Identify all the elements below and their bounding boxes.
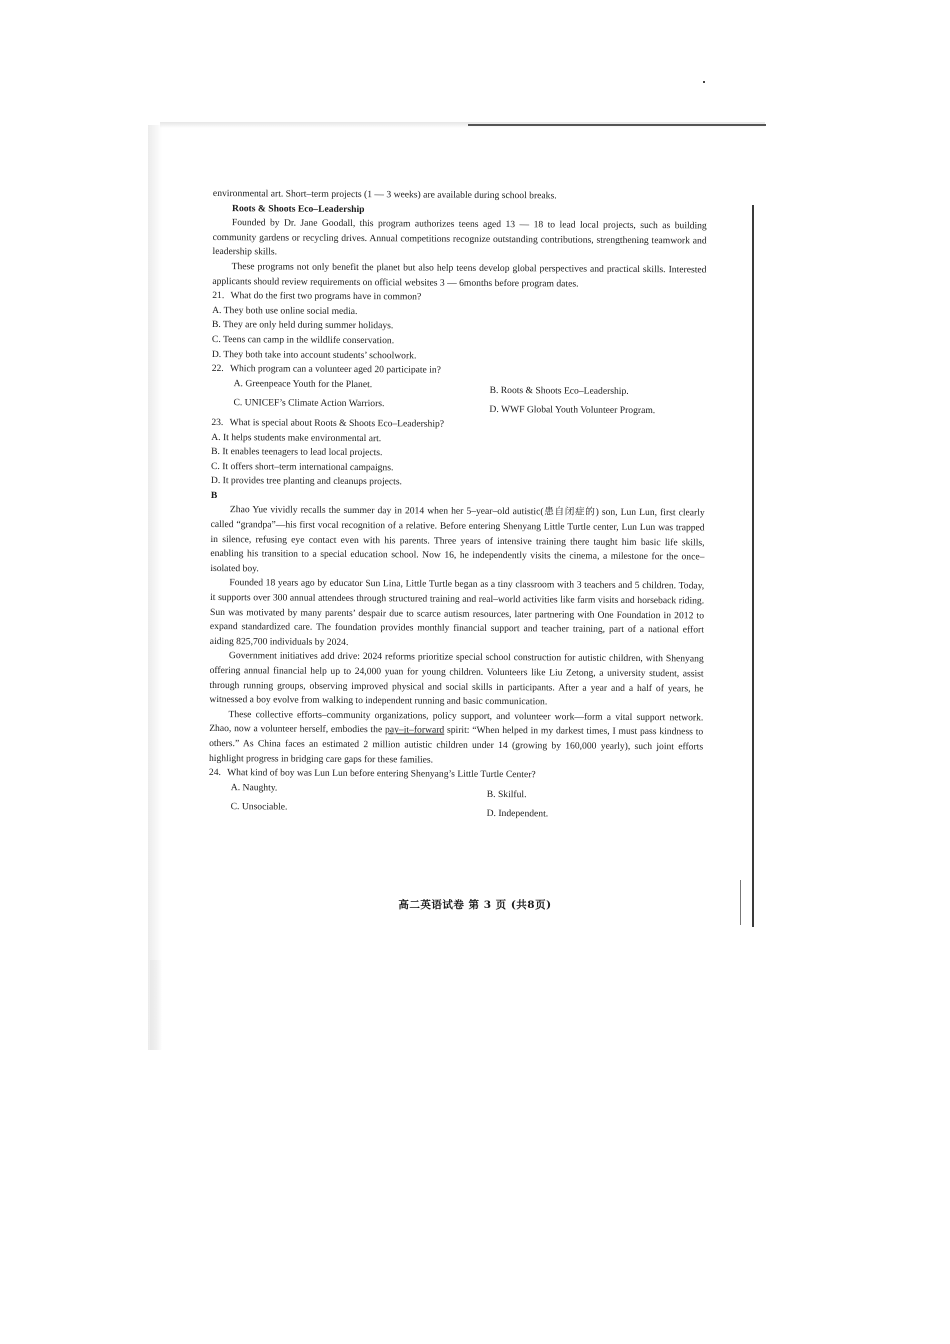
right-margin-line [752, 205, 754, 927]
passage-b-paragraph-2: Founded 18 years ago by educator Sun Lina, Little Turtle began as a tiny classroom with 3 teachers and 5 children. Today, it supports over 300 annual attendees through structured training and real–world activities like farm visits and horseback riding. Sun was motivated by many parents’ despair due to scarce autism resources, later partnering with One Foundation in 2012 to expand standardized care. The foundation provides monthly financial support and teacher training, part of a national effort aiding 825,700 individuals by 2024. [209, 577, 705, 648]
question-22 [211, 362, 705, 419]
closing-paragraph: These programs not only benefit the planet but also help teens develop global perspectives and practical skills. Interested applicants should review requirements on official websites 3 — 6months before program dates. [212, 261, 707, 290]
question-text: What kind of boy was Lun Lun before entering Shenyang’s Little Turtle Center? [227, 767, 536, 781]
question-23 [211, 416, 705, 492]
option-b: B. Roots & Shoots Eco–Leadership. [489, 384, 629, 397]
option-b: B. It enables teenagers to lead local projects. [211, 446, 383, 459]
option-d: D. It provides tree planting and cleanups projects. [210, 475, 403, 488]
option-c: C. Unsociable. [230, 801, 288, 813]
option-a: A. They both use online social media. [212, 304, 358, 317]
passage-b-paragraph-4 [209, 708, 703, 770]
option-c: C. UNICEF’s Climate Action Warriors. [233, 397, 385, 410]
options-grid [231, 781, 703, 823]
question-text: What is special about Roots & Shoots Eco–Leadership? [229, 417, 445, 430]
paragraph-text: spirit: “When helped in my darkest times, I must pass kindness to others.” As China faces an estimated 2 million autistic children under 14 (growing by 160,000 yearly), such joint efforts highlight progress in bridging care gaps for these families. [208, 725, 704, 766]
paragraph-text: These collective efforts–community organizations, policy support, and volunteer work—form a vital support network. Zhao, now a volunteer herself, embodies the [209, 708, 704, 736]
question-text: What do the first two programs have in common? [230, 290, 422, 303]
roots-body: Founded by Dr. Jane Goodall, this program authorizes teens aged 13 — 18 to lead local projects, such as building community gardens or recycling drives. Annual competitions recognize outstanding contributions, strengthening teamwork and leadership skills. [212, 217, 707, 258]
option-a: A. It helps students make environmental art. [211, 431, 382, 444]
option-c: C. Teens can camp in the wildlife conservation. [211, 333, 395, 347]
exam-page [209, 187, 707, 823]
option-d: D. WWF Global Youth Volunteer Program. [489, 404, 656, 417]
scan-speck [703, 81, 705, 83]
question-number: 24. [208, 767, 221, 779]
intro-tail: environmental art. Short–term projects (1 — 3 weeks) are available during school breaks. [212, 187, 557, 202]
roots-heading: Roots & Shoots Eco–Leadership [232, 202, 365, 215]
passage-b-paragraph-3: Government initiatives add drive: 2024 reforms prioritize special school construction for autistic children, with Shenyang offering annual financial help up to 24,000 yuan for young children. Volunteers like Liu Zetong, a university student, assist through running groups, observing improved physical and social skills in participants. After a year and a half of years, he witnessed a boy evolve from walking to independent running and basic communication. [209, 650, 704, 708]
question-number: 21. [212, 290, 225, 302]
options-grid [233, 377, 705, 419]
question-number: 23. [211, 416, 224, 428]
option-b: B. They are only held during summer holidays. [211, 319, 394, 332]
passage-b-paragraph-1: Zhao Yue vividly recalls the summer day in 2014 when her 5–year–old autistic(患自闭症的) son, Lun Lun, first clearly called “grandpa”—his first vocal recognition of a relative. Before entering Shenyang Little Turtle center, Lun Lun was trapped in silence, refusing eye contact even with his parents. Three years of intensive training there taught him basic life skills, enabling his transition to a special education school. Now 16, he independently visits the cinema, a milestone for the once–isolated boy. [210, 504, 705, 575]
option-a: A. Naughty. [230, 781, 278, 794]
question-21 [212, 289, 706, 365]
option-c: C. It offers short–term international campaigns. [211, 460, 394, 473]
page-footer: 高二英语试卷 第 3 页 (共8页) [398, 899, 552, 911]
option-d: D. Independent. [486, 808, 549, 820]
underlined-phrase: pay–it–forward [385, 724, 445, 737]
option-a: A. Greenpeace Youth for the Planet. [233, 377, 373, 390]
option-b: B. Skilful. [486, 788, 527, 800]
scan-shadow-lower [150, 960, 162, 1050]
question-number: 22. [211, 363, 224, 375]
question-text: Which program can a volunteer aged 20 participate in? [229, 363, 441, 376]
question-24 [209, 766, 703, 823]
top-border-line [468, 124, 766, 126]
section-b-heading: B [210, 489, 218, 501]
option-d: D. They both take into account students’ schoolwork. [211, 348, 417, 361]
